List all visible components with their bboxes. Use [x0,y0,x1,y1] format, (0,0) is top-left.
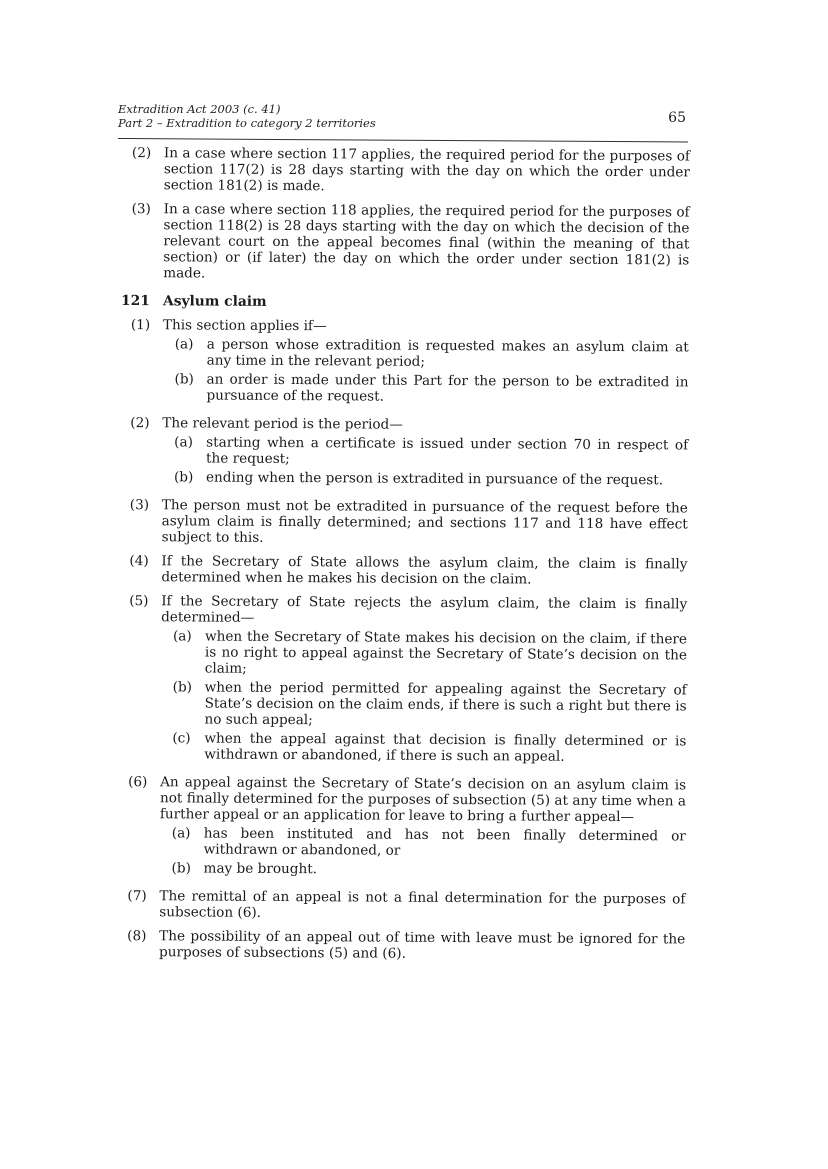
list-item [162,434,688,469]
item-text: a person whose extradition is requested makes an asylum claim at any time in the relevant period; [206,336,689,370]
item-number: (a) [174,434,193,451]
item-text: ending when the person is extradited in pursuance of the request. [205,469,664,489]
header-act-title: Extradition Act 2003 (c. 41) [118,102,281,116]
subsection-number: (4) [129,553,149,570]
item-text: starting when a certificate is issued under section 70 in respect of the request; [206,434,689,468]
subsection-121-5 [118,593,687,768]
subsection-text: The remittal of an appeal is not a final determination for the purposes of subsection (6). [159,888,686,921]
item-number: (b) [174,371,194,388]
item-text: has been instituted and has not been finally determined or withdrawn or abandoned, or [203,825,686,859]
item-text: may be brought. [203,860,318,878]
document-body [117,145,690,971]
subsection-text: The person must not be extradited in pursuance of the request before the asylum claim is finally determined; and sections 117 and 118 have effect subject to this. [161,497,688,546]
subsection-lead: This section applies if— [162,317,327,335]
subsection-text: In a case where section 118 applies, the required period for the purposes of section 118(2) is 28 days starting with the day on which the decision of the relevant court on the appeal becomes final (within the meaning of that section) or (if later) the day on which the order under section 181(2) is made. [163,201,690,282]
subsection-lead: The relevant period is the period— [162,415,403,433]
subsection-text: The possibility of an appeal out of time with leave must be ignored for the purposes of subsections (5) and (6). [159,928,686,962]
subsection-lead: If the Secretary of State rejects the asylum claim, the claim is finally determined— [161,593,688,626]
item-number: (b) [171,860,191,877]
header-title [118,102,376,130]
subsection-number: (2) [130,415,150,432]
subsection-121-4 [119,553,687,588]
subsection-text: If the Secretary of State allows the asylum claim, the claim is finally determined when he makes his decision on the claim. [161,553,688,588]
header-part-title: Part 2 – Extradition to category 2 territories [118,116,376,130]
item-text: when the Secretary of State makes his decision on the claim, if there is no right to appeal against the Secretary of State’s decision on the claim; [204,628,688,677]
list-item [162,371,688,406]
item-number: (a) [171,825,191,842]
subsection-number: (5) [129,593,149,610]
list-item [160,860,686,879]
subsection-number: (7) [127,888,147,905]
subsection-lead: An appeal against the Secretary of State’s decision on an asylum claim is not finally determined for the purposes of subsection (5) at any time when a further appeal or an application for leave to bring a further appeal— [159,774,687,826]
subsection-number: (6) [128,774,148,791]
list-item [163,336,689,371]
subsection-121-3 [120,497,688,548]
subsection-120-3 [121,201,689,284]
list-item [160,825,686,860]
item-text: when the period permitted for appealing against the Secretary of State’s decision on the claim ends, if there is such a right but there is no such appeal; [204,679,687,729]
subsection-text: In a case where section 117 applies, the required period for the purposes of section 117(2) is 28 days starting with the day on which the order under section 181(2) is made. [163,145,690,195]
subsection-120-2 [122,145,690,196]
subsection-121-1 [120,317,689,409]
item-text: an order is made under this Part for the person to be extradited in pursuance of the request. [206,371,689,405]
item-number: (a) [172,628,192,645]
subsection-121-7 [117,888,685,923]
item-number: (b) [173,469,194,486]
running-header [118,100,688,140]
list-item [160,730,686,765]
item-number: (c) [172,730,191,747]
item-number: (b) [172,679,193,696]
subsection-number: (3) [131,201,151,218]
subsection-number: (8) [127,928,147,945]
item-number: (a) [174,336,194,353]
item-text: when the appeal against that decision is finally determined or is withdrawn or abandoned, if there is such an appeal. [204,730,687,765]
section-title: Asylum claim [162,293,267,310]
list-item [160,679,686,730]
subsection-121-2 [120,415,688,491]
subsection-number: (3) [129,497,150,514]
subsection-121-8 [117,928,685,963]
section-heading [121,293,689,312]
subsection-number: (2) [131,145,152,162]
subsection-number: (1) [130,317,151,334]
page-number: 65 [668,110,686,126]
list-item [162,469,688,488]
subsection-121-6 [118,774,687,882]
section-number: 121 [120,292,150,310]
list-item [161,628,687,679]
